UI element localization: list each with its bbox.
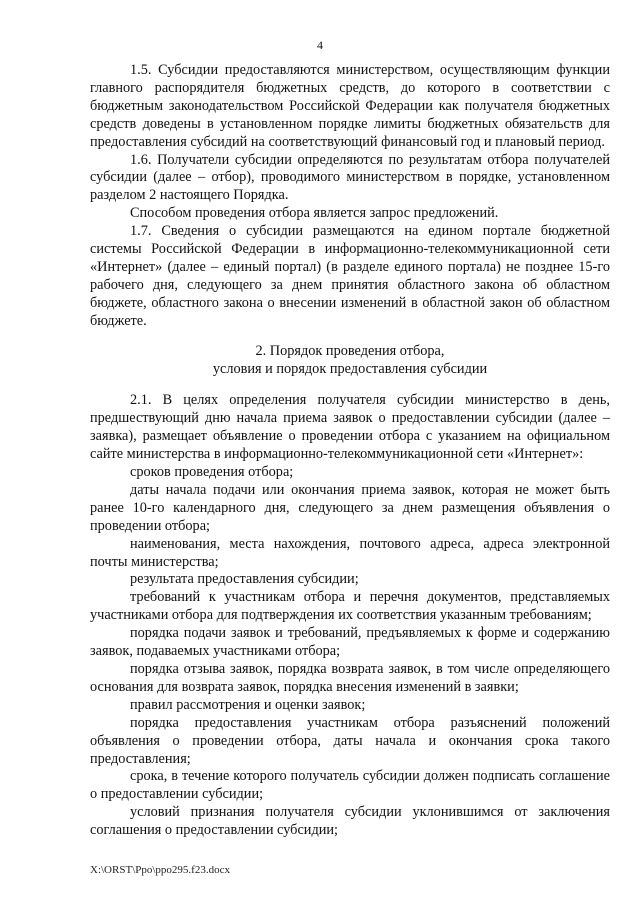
list-item: порядка отзыва заявок, порядка возврата заявок, в том числе определяющего основания для возврата заявок, порядка внесения изменений в заявки; xyxy=(90,661,610,695)
section-heading-line2: условия и порядок предоставления субсидии xyxy=(212,360,488,377)
list-item: порядка подачи заявок и требований, предъявляемых к форме и содержанию заявок, подаваемых участниками отбора; xyxy=(90,625,610,660)
paragraph-2-1: 2.1. В целях определения получателя субсидии министерство в день, предшествующий дню начала приема заявок о предоставлении субсидии (далее – заявка), размещает объявление о проведении отбора с указанием на официальном сайте министерства в информационно-телекоммуникационной сети «Интернет»: xyxy=(90,392,610,463)
footer-file-path: X:\ORST\Ppo\ppo295.f23.docx xyxy=(90,864,230,876)
paragraph-1-5: 1.5. Субсидии предоставляются министерством, осуществляющим функции главного распорядителя бюджетных средств, до которого в соответствии с бюджетным законодательством Российской Федерации как получателя бюджетных средств доведены в установленном порядке лимиты бюджетных обязательств для предоставления субсидий на соответствующий финансовый год и плановый период. xyxy=(90,62,610,150)
document-body xyxy=(90,62,610,840)
list-item: порядка предоставления участникам отбора разъяснений положений объявления о проведении отбора, даты начала и окончания срока такого предоставления; xyxy=(90,714,610,767)
section-heading-line1: 2. Порядок проведения отбора, xyxy=(255,342,445,359)
list-item: срока, в течение которого получатель субсидии должен подписать соглашение о предоставлении субсидии; xyxy=(90,768,610,803)
paragraph-1-6: 1.6. Получатели субсидии определяются по результатам отбора получателей субсидии (далее – отбор), проводимого министерством в порядке, установленном разделом 2 настоящего Порядка. xyxy=(90,151,610,204)
list-item: сроков проведения отбора; xyxy=(130,464,294,481)
page-number: 4 xyxy=(317,38,323,52)
list-item: результата предоставления субсидии; xyxy=(130,571,359,588)
list-item: наименования, места нахождения, почтового адреса, адреса электронной почты министерства; xyxy=(90,535,610,570)
list-item: даты начала подачи или окончания приема заявок, которая не может быть ранее 10-го календарного дня, следующего за днем размещения объявления о проведении отбора; xyxy=(90,481,610,534)
list-item: требований к участникам отбора и перечня документов, представляемых участниками отбора для подтверждения их соответствия указанным требованиям; xyxy=(90,589,610,624)
section-heading xyxy=(90,343,610,379)
paragraph-selection-method: Способом проведения отбора является запрос предложений. xyxy=(130,205,499,222)
list-item: правил рассмотрения и оценки заявок; xyxy=(130,696,366,713)
list-item: условий признания получателя субсидии уклонившимся от заключения соглашения о предоставлении субсидии; xyxy=(90,804,610,839)
paragraph-1-7: 1.7. Сведения о субсидии размещаются на едином портале бюджетной системы Российской Федерации в информационно-телекоммуникационной сети «Интернет» (далее – единый портал) (в разделе единого портала) не позднее 15-го рабочего дня, следующего за днем принятия областного закона об областном бюджете, областного закона о внесении изменений в областной закон об областном бюджете. xyxy=(90,223,610,329)
